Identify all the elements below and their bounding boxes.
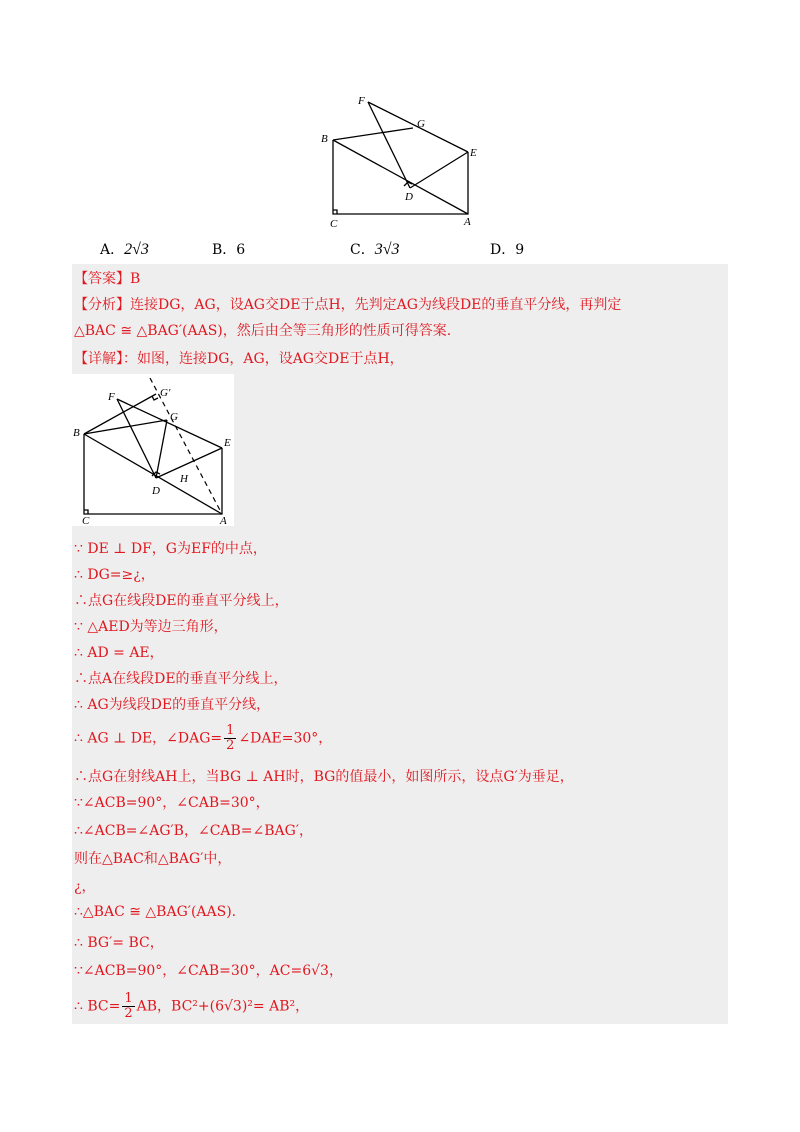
label2-E: E xyxy=(224,437,231,449)
step-5: ∴ AD = AE， xyxy=(74,645,164,661)
label2-B: B xyxy=(73,427,80,439)
label2-D: D xyxy=(152,485,160,497)
label2-F: F xyxy=(108,391,115,403)
step-11: ∴∠ACB=∠AG′B，∠CAB=∠BAG′， xyxy=(74,823,314,839)
analysis-line-1: 【分析】连接DG，AG，设AG交DE于点H，先判定AG为线段DE的垂直平分线，再判定 xyxy=(74,297,622,313)
step-16: ∵∠ACB=90°，∠CAB=30°，AC=6√3， xyxy=(74,963,343,979)
step-9: ∴点G在射线AH上，当BG ⊥ AH时，BG的值最小，如图所示，设点G′为垂足， xyxy=(74,769,574,785)
option-d[interactable]: D．9 xyxy=(490,242,525,258)
step-1: ∵ DE ⊥ DF，G为EF的中点， xyxy=(74,541,267,557)
label-A: A xyxy=(464,216,471,228)
label2-G: G xyxy=(170,411,178,423)
fraction-half-2: $\frac{1}{2}$ xyxy=(124,991,133,1021)
step-3: ∴点G在线段DE的垂直平分线上， xyxy=(74,593,289,609)
step-10: ∵∠ACB=90°，∠CAB=30°， xyxy=(74,795,270,811)
solution-block xyxy=(72,264,728,1024)
label2-G-prime: G′ xyxy=(160,387,171,399)
label-D: D xyxy=(405,191,413,203)
label-F: F xyxy=(358,95,365,107)
step-17: ∴ BC= $\frac{1}{2}$ AB，BC²+(6√3)²= AB²， xyxy=(74,991,310,1021)
step-8: ∴ AG ⊥ DE，∠DAG= $\frac{1}{2}$ ∠DAE=30°， xyxy=(74,723,333,753)
geometry-figure-1 xyxy=(318,92,488,232)
option-c[interactable]: C．3√3 xyxy=(350,241,400,258)
step-4: ∵ △AED为等边三角形， xyxy=(74,619,228,635)
label2-C: C xyxy=(82,515,90,526)
option-a[interactable]: A．2√3 xyxy=(100,241,149,258)
step-12: 则在△BAC和△BAG′中， xyxy=(74,851,232,867)
geometry-figure-2 xyxy=(72,374,234,526)
step-2: ∴ DG=≥¿， xyxy=(74,567,155,583)
step-14: ∴△BAC ≅ △BAG′(AAS). xyxy=(74,904,237,920)
label-G: G xyxy=(417,118,425,130)
step-6: ∴点A在线段DE的垂直平分线上， xyxy=(74,671,288,687)
answer-line: 【答案】B xyxy=(74,271,141,287)
fraction-half: $\frac{1}{2}$ xyxy=(226,723,235,753)
label-E: E xyxy=(470,147,477,159)
step-7: ∴ AG为线段DE的垂直平分线， xyxy=(74,697,271,713)
detail-line: 【详解】：如图，连接DG，AG，设AG交DE于点H， xyxy=(74,351,404,367)
label2-A: A xyxy=(220,515,227,526)
answer-options xyxy=(100,236,720,262)
label-C: C xyxy=(330,218,338,230)
label2-H: H xyxy=(180,473,188,485)
step-15: ∴ BG′= BC， xyxy=(74,935,164,951)
step-13: ¿， xyxy=(74,879,96,895)
label-B: B xyxy=(321,133,328,145)
option-b[interactable]: B．6 xyxy=(212,242,246,258)
analysis-line-2: △BAC ≅ △BAG′(AAS)，然后由全等三角形的性质可得答案. xyxy=(74,323,452,339)
